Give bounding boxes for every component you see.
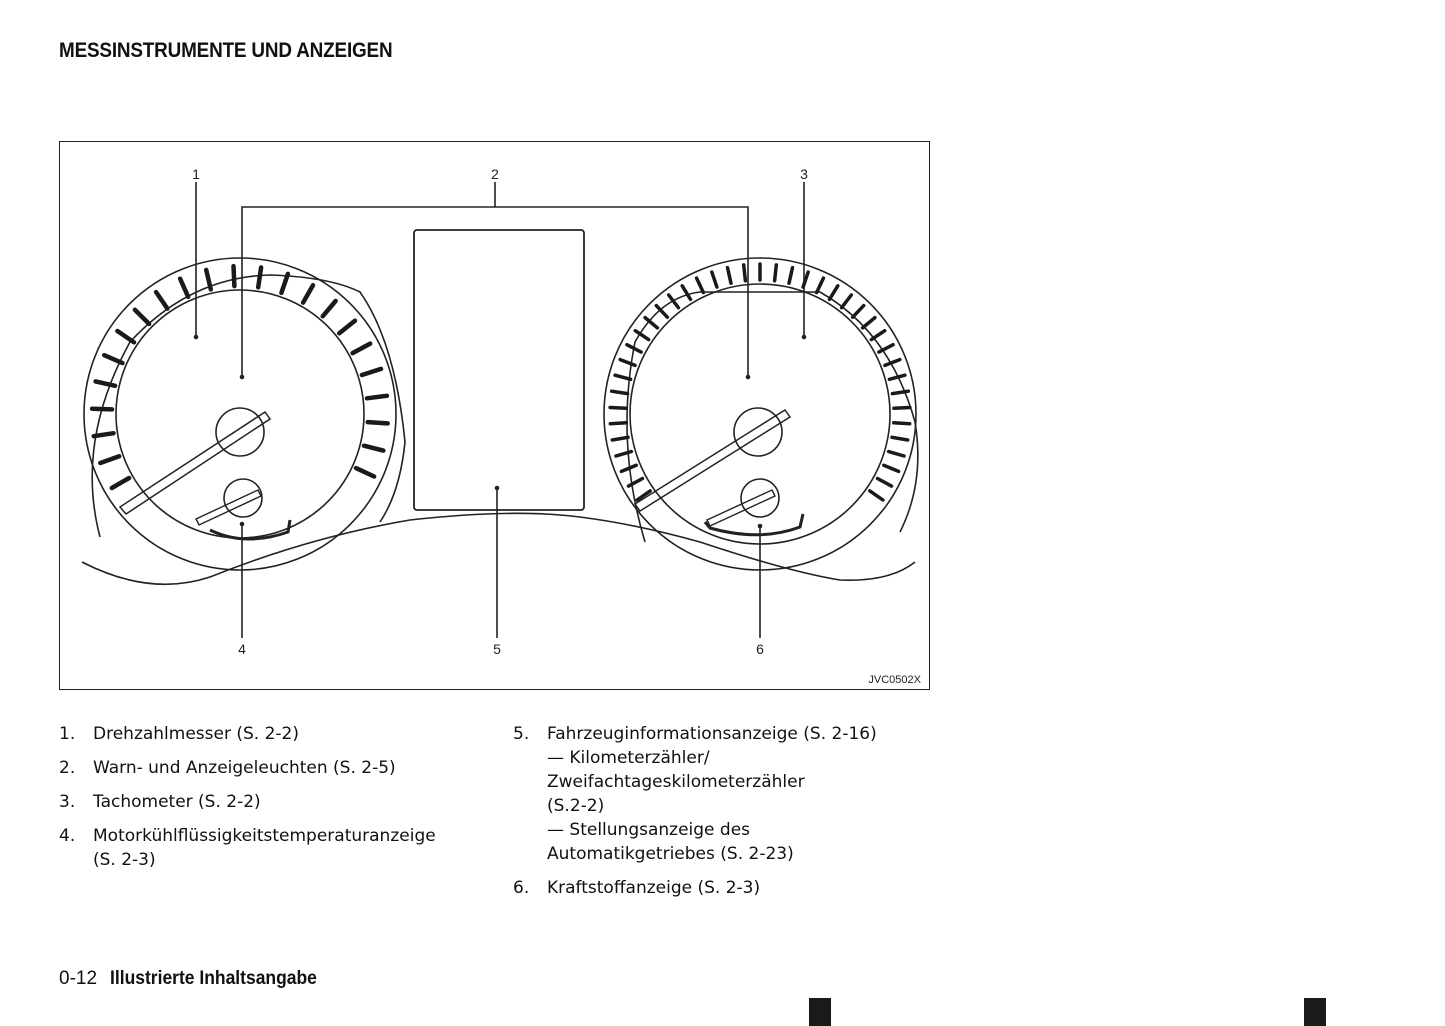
speedometer-tick: [744, 265, 746, 281]
legend-number: 2.: [59, 758, 76, 778]
speedometer-hub: [734, 408, 782, 456]
legend-text: Zweifachtageskilometerzähler: [547, 772, 805, 792]
legend-text: (S.2-2): [547, 796, 605, 816]
speedometer-bezel-outer: [604, 258, 916, 570]
tachometer-tick: [258, 268, 261, 288]
legend-text: Tachometer (S. 2-2): [93, 792, 261, 812]
speedometer-tick: [775, 265, 777, 281]
tachometer-tick: [96, 381, 116, 385]
speedometer-tick: [842, 295, 852, 308]
tachometer-tick: [94, 433, 114, 436]
legend-text: — Kilometerzähler/: [547, 748, 710, 768]
legend-text: (S. 2-3): [93, 850, 156, 870]
print-marker-right: [1304, 998, 1326, 1026]
chapter-title: Illustrierte Inhaltsangabe: [110, 968, 318, 989]
tachometer-tick: [117, 331, 134, 342]
speedometer-tick: [682, 286, 690, 300]
legend-number: 3.: [59, 792, 76, 812]
legend-number: 4.: [59, 826, 76, 846]
callout-3-dot: [802, 335, 807, 340]
center-display: [414, 230, 584, 510]
legend-item: [59, 824, 479, 872]
temp-gauge-needle: [196, 490, 261, 525]
tachometer-tick: [281, 274, 288, 293]
speedometer-tick: [610, 423, 626, 424]
speedometer-tick: [697, 278, 704, 293]
print-marker-left: [809, 998, 831, 1026]
legend-text: — Stellungsanzeige des: [547, 820, 751, 840]
legend-text: Fahrzeuginformationsanzeige (S. 2-16): [547, 724, 877, 744]
speedometer-tick: [610, 408, 626, 409]
callout-label-3: 3: [800, 166, 808, 182]
speedometer-tick: [871, 331, 884, 340]
legend-left: [59, 722, 479, 882]
instrument-cluster-drawing: [60, 142, 930, 690]
callout-label-5: 5: [493, 641, 501, 657]
speedometer-tick: [889, 452, 904, 457]
legend-text: Drehzahlmesser (S. 2-2): [93, 724, 299, 744]
tachometer-tick: [180, 279, 188, 297]
page-footer: [59, 968, 335, 990]
speedometer-tick: [863, 318, 875, 328]
speedometer-tick: [830, 286, 838, 300]
tachometer-hub: [216, 408, 264, 456]
speedometer-tick: [894, 408, 910, 409]
tachometer-tick: [92, 409, 112, 410]
tachometer-tick: [156, 292, 167, 309]
speedometer-tick: [870, 491, 883, 500]
speedometer-tick: [853, 306, 864, 318]
tachometer-tick: [135, 310, 149, 324]
speedometer-dial: [630, 284, 890, 544]
tachometer-tick: [100, 456, 119, 463]
legend-item: [513, 722, 933, 866]
tachometer-tick: [356, 468, 374, 476]
speedometer-tick: [615, 375, 631, 379]
tachometer-tick: [362, 369, 381, 375]
temp-gauge-scale: [210, 520, 290, 539]
callout-5-dot: [495, 486, 500, 491]
speedometer-tick: [728, 268, 732, 284]
speedometer-tick: [892, 437, 908, 440]
speedometer-tick: [892, 391, 908, 393]
page-number: 0-12: [59, 968, 98, 989]
speedometer-tick: [612, 437, 628, 440]
callout-label-6: 6: [756, 641, 764, 657]
tachometer-tick: [353, 344, 371, 354]
tachometer-dial: [116, 290, 364, 538]
callout-label-2: 2: [491, 166, 499, 182]
legend-text: Warn- und Anzeigeleuchten (S. 2-5): [93, 758, 396, 778]
dashboard-curve-left: [82, 513, 915, 584]
legend-item: [59, 790, 479, 814]
tachometer-tick: [104, 355, 122, 363]
callout-label-4: 4: [238, 641, 246, 657]
speedometer-tick: [884, 465, 899, 471]
legend-text: Automatikgetriebes (S. 2-23): [547, 844, 794, 864]
callout-6-dot: [758, 524, 763, 529]
legend-right: [513, 722, 933, 910]
legend-item: [513, 876, 933, 900]
legend-text: Motorkühlflüssigkeitstemperaturanzeige: [93, 826, 436, 846]
tachometer-needle: [120, 412, 270, 514]
callout-label-1: 1: [192, 166, 200, 182]
tachometer-tick: [206, 270, 211, 290]
speedometer-tick: [889, 375, 905, 379]
legend-number: 6.: [513, 878, 530, 898]
speedometer-tick: [817, 278, 824, 293]
tachometer-tick: [367, 396, 387, 399]
legend-text: Kraftstoffanzeige (S. 2-3): [547, 878, 761, 898]
callout-4-dot: [240, 522, 245, 527]
fuel-gauge-scale: [705, 514, 803, 535]
instrument-cluster-figure: [59, 141, 930, 690]
tachometer-tick: [364, 446, 383, 451]
speedometer-tick: [878, 479, 892, 487]
speedometer-tick: [620, 360, 635, 366]
callout-2-dot-right: [746, 375, 751, 380]
speedometer-tick: [669, 295, 679, 308]
tachometer-tick: [368, 422, 388, 423]
legend-number: 1.: [59, 724, 76, 744]
tachometer-tick: [339, 321, 355, 334]
speedometer-tick: [612, 391, 628, 393]
legend-item: [59, 722, 479, 746]
tachometer-tick: [303, 285, 313, 302]
callout-2-dot-left: [240, 375, 245, 380]
section-title: MESSINSTRUMENTE UND ANZEIGEN: [59, 39, 393, 62]
tachometer-tick: [323, 301, 336, 316]
speedometer-tick: [894, 423, 910, 424]
tachometer-tick: [234, 266, 235, 286]
legend-item: [59, 756, 479, 780]
tachometer-tick: [112, 478, 129, 488]
fuel-gauge-hub: [741, 479, 779, 517]
speedometer-tick: [712, 272, 717, 287]
figure-code: JVC0502X: [868, 674, 921, 686]
speedometer-tick: [789, 268, 793, 284]
legend-number: 5.: [513, 724, 530, 744]
callout-1-dot: [194, 335, 199, 340]
